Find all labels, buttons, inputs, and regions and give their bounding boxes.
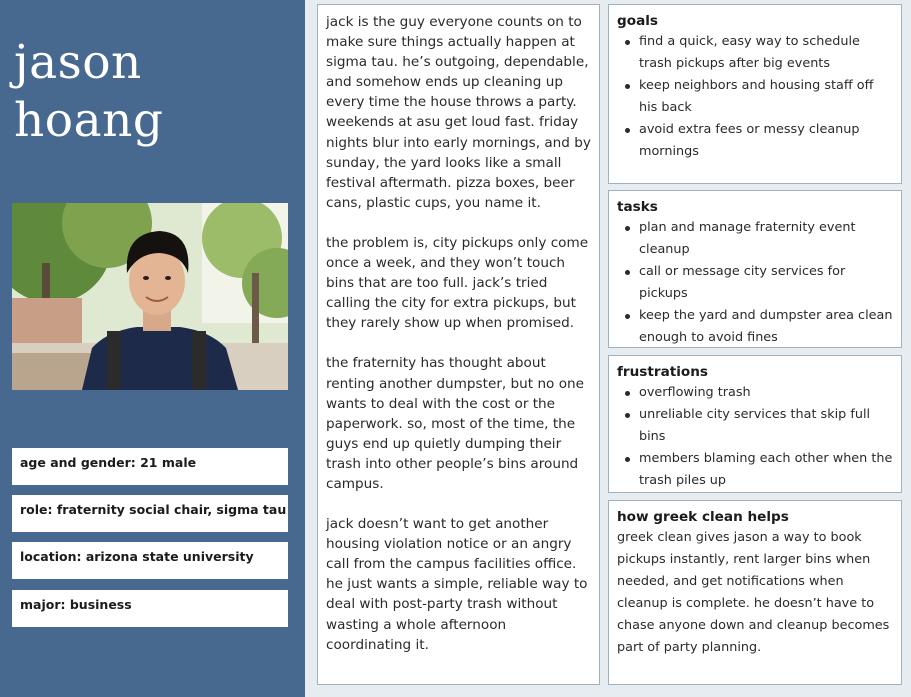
persona-sidebar <box>0 0 305 697</box>
frustrations-list <box>617 382 893 492</box>
goals-card <box>608 4 902 184</box>
persona-photo <box>12 203 288 390</box>
tasks-list <box>617 217 893 349</box>
fact-location: location: arizona state university <box>12 542 288 579</box>
frustrations-item: members blaming each other when the trash piles up <box>639 448 893 492</box>
story-paragraph: jack doesn’t want to get another housing violation notice or an angry call from the campus facilities office. he just wants a simple, reliable way to deal with post-party trash without wasting a whole afternoon coordinating it. <box>326 516 588 653</box>
tasks-title: tasks <box>617 199 658 215</box>
helps-title: how greek clean helps <box>617 509 789 525</box>
frustrations-item: overflowing trash <box>639 382 893 404</box>
helps-card <box>608 500 902 685</box>
persona-name <box>14 34 163 150</box>
fact-role: role: fraternity social chair, sigma tau <box>12 495 288 532</box>
goals-list <box>617 31 893 163</box>
frustrations-item: unreliable city services that skip full bins <box>639 404 893 448</box>
tasks-item: plan and manage fraternity event cleanup <box>639 217 893 261</box>
frustrations-title: frustrations <box>617 364 709 380</box>
tasks-item: call or message city services for pickups <box>639 261 893 305</box>
goals-item: avoid extra fees or messy cleanup mornings <box>639 119 893 163</box>
frustrations-card <box>608 355 902 493</box>
persona-story <box>317 4 600 685</box>
tasks-card <box>608 190 902 348</box>
helps-text: greek clean gives jason a way to book pickups instantly, rent larger bins when needed, and get notifications when cleanup is complete. he doesn’t have to chase anyone down and cleanup becomes part of party planning. <box>617 530 890 655</box>
story-paragraph: jack is the guy everyone counts on to make sure things actually happen at sigma tau. he’s outgoing, dependable, and somehow ends up cleaning up every time the house throws a party. weekends at asu get loud fast. friday nights blur into early mornings, and by sunday, the yard looks like a small festival aftermath. pizza boxes, beer cans, plastic cups, you name it. <box>326 14 591 211</box>
story-paragraph: the fraternity has thought about renting another dumpster, but no one wants to deal with the cost or the paperwork. so, most of the time, the guys end up quietly dumping their trash into other people’s bins around campus. <box>326 355 584 492</box>
goals-item: find a quick, easy way to schedule trash pickups after big events <box>639 31 893 75</box>
fact-age-gender: age and gender: 21 male <box>12 448 288 485</box>
goals-item: keep neighbors and housing staff off his back <box>639 75 893 119</box>
persona-first-name: jason <box>14 35 142 90</box>
story-paragraph: the problem is, city pickups only come once a week, and they won’t touch bins that are too full. jack’s tried calling the city for extra pickups, but they rarely show up when promised. <box>326 234 589 332</box>
fact-major: major: business <box>12 590 288 627</box>
persona-photo-illustration <box>12 203 288 390</box>
goals-title: goals <box>617 13 658 29</box>
tasks-item: keep the yard and dumpster area clean enough to avoid fines <box>639 305 893 349</box>
persona-last-name: hoang <box>14 93 164 148</box>
